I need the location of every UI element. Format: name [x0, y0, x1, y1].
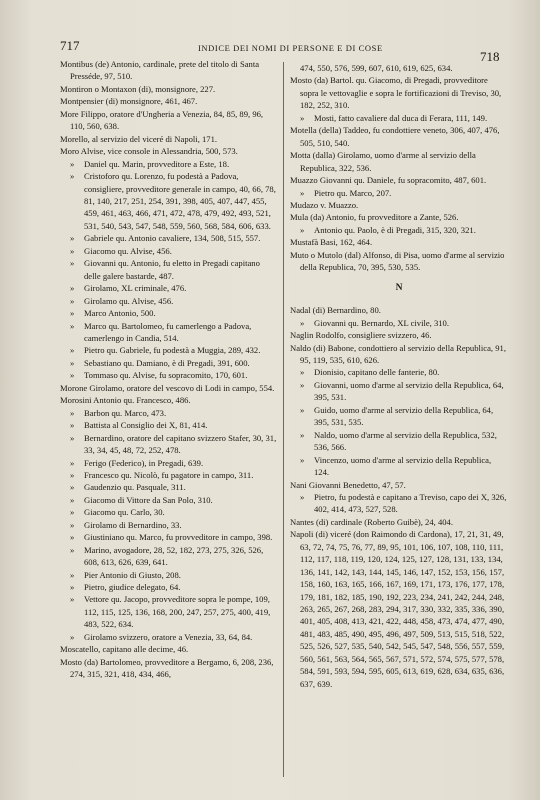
index-entry: Moscatello, capitano alle decime, 46.	[60, 644, 189, 655]
index-subentry: » Giovanni qu. Bernardo, XL civile, 310.	[290, 317, 508, 329]
index-subentry: » Giovanni qu. Antonio, fu eletto in Pregadi capitano delle galere bastarde, 487.	[60, 257, 278, 282]
index-entry: Mosto (da) Bartolomeo, provveditore a Bergamo, 6, 208, 236, 274, 315, 321, 418, 434, 466,	[60, 656, 274, 680]
index-subentry: » Bernardino, oratore del capitano svizzero Stafer, 30, 31, 33, 34, 45, 48, 72, 252, 478.	[60, 432, 278, 457]
index-subentry: » Dionisio, capitano delle fanterie, 80.	[290, 366, 508, 378]
index-subentry: » Pietro qu. Gabriele, fu podestà a Muggia, 289, 432.	[60, 344, 278, 356]
left-page-number: 717	[60, 38, 80, 53]
index-entry: Naglin Rodolfo, consigliere svizzero, 46.	[290, 330, 432, 341]
index-entry: Montibus (de) Antonio, cardinale, prete del titolo di Santa Presséde, 97, 510.	[60, 59, 260, 82]
index-subentry: » Sebastiano qu. Damiano, è di Pregadi, 391, 600.	[60, 357, 278, 369]
index-subentry: » Battista al Consiglio dei X, 81, 414.	[60, 419, 278, 431]
right-page-number: 718	[480, 49, 500, 64]
index-entry: Nani Giovanni Benedetto, 47, 57.	[290, 479, 406, 490]
index-entry: Mudazo v. Muazzo.	[290, 199, 359, 210]
index-subentry: » Pietro, giudice delegato, 64.	[60, 581, 278, 593]
right-index-column	[290, 62, 508, 690]
index-subentry: » Gaudenzio qu. Pasquale, 311.	[60, 481, 278, 493]
index-subentry: » Giacomo qu. Carlo, 30.	[60, 506, 278, 518]
index-subentry: » Girolamo qu. Alvise, 456.	[60, 295, 278, 307]
index-entry: Morello, al servizio del viceré di Napoli, 171.	[60, 133, 218, 144]
index-subentry: » Guido, uomo d'arme al servizio della Republica, 64, 395, 531, 535.	[290, 404, 508, 429]
index-entry: Napoli (di) viceré (don Raimondo di Cardona), 17, 21, 31, 49, 63, 72, 74, 75, 76, 77, 89, 95, 101, 106, 107, 108, 110, 111, 112, 117, 118, 119, 120, 124, 125, 127, 128, 131, 133, 134, 136, 141, 142, 143, 144, 145, 146, 147, 152, 153, 156, 157, 158, 160, 163, 165, 166, 167, 169, 171, 173, 176, 177, 178, 179, 181, 182, 185, 190, 192, 223, 234, 241, 242, 244, 248, 263, 265, 267, 268, 283, 294, 317, 330, 332, 335, 336, 390, 401, 405, 408, 413, 421, 422, 448, 458, 473, 474, 477, 490, 481, 483, 485, 490, 495, 496, 497, 509, 513, 515, 518, 522, 525, 526, 527, 535, 540, 542, 545, 547, 548, 556, 557, 559, 560, 561, 563, 564, 565, 567, 571, 572, 574, 575, 577, 578, 584, 591, 593, 594, 595, 605, 613, 619, 628, 634, 635, 636, 637, 639.	[290, 529, 505, 689]
index-subentry: » Giacomo qu. Alvise, 456.	[60, 245, 278, 257]
index-entry: More Filippo, oratore d'Ungheria a Venezia, 84, 85, 89, 96, 110, 560, 638.	[60, 108, 264, 132]
section-letter: N	[395, 282, 403, 293]
index-subentry: » Tommaso qu. Alvise, fu sopracomito, 170, 601.	[60, 369, 278, 381]
index-entry: Montpensier (di) monsignore, 461, 467.	[60, 96, 198, 107]
index-subentry: » Vincenzo, uomo d'arme al servizio della Republica, 124.	[290, 454, 508, 479]
index-subentry: » Francesco qu. Nicolò, fu pagatore in campo, 311.	[60, 469, 278, 481]
index-subentry: » Marco qu. Bartolomeo, fu camerlengo a Padova, camerlengo in Candia, 514.	[60, 320, 278, 345]
index-subentry: » Giustiniano qu. Marco, fu provveditore in campo, 398.	[60, 531, 278, 543]
index-entry: Muazzo Giovanni qu. Daniele, fu sopracomito, 487, 601.	[290, 175, 487, 186]
index-subentry: » Marco Antonio, 500.	[60, 307, 278, 319]
index-entry: Motta (dalla) Girolamo, uomo d'arme al servizio della Republica, 322, 536.	[290, 150, 476, 173]
index-subentry: » Cristoforo qu. Lorenzo, fu podestà a Padova, consigliere, provveditore generale in campo, 40, 66, 78, 81, 140, 217, 251, 254, 391, 398, 405, 407, 447, 455, 459, 461, 463, 466, 471, 472, 478, 479, 492, 493, 521, 531, 540, 543, 547, 548, 559, 560, 568, 584, 606, 633.	[60, 170, 278, 232]
index-entry: Mustafà Basi, 162, 464.	[290, 237, 373, 248]
index-subentry: » Pier Antonio di Giusto, 208.	[60, 569, 278, 581]
index-entry: Motella (della) Taddeo, fu condottiere veneto, 306, 407, 476, 505, 510, 540.	[290, 125, 500, 148]
index-subentry: » Pietro, fu podestà e capitano a Treviso, capo dei X, 326, 402, 414, 473, 527, 528.	[290, 491, 508, 516]
index-subentry: » Marino, avogadore, 28, 52, 182, 273, 275, 326, 526, 608, 613, 626, 639, 641.	[60, 544, 278, 569]
index-entry: Moro Alvise, vice console in Alessandria, 500, 573.	[60, 146, 238, 157]
index-subentry: » Mosti, fatto cavaliere dal duca di Ferara, 111, 149.	[290, 112, 508, 124]
column-divider	[283, 62, 284, 777]
index-subentry: » Girolamo, XL criminale, 476.	[60, 282, 278, 294]
index-entry: Mosto (da) Bartol. qu. Giacomo, di Pregadi, provveditore sopra le vettovaglie e sopra le fortificazioni di Treviso, 30, 182, 252, 310.	[290, 75, 502, 111]
index-entry: Mula (da) Antonio, fu provveditore a Zante, 526.	[290, 212, 459, 223]
index-entry: Naldo (di) Babone, condottiero al servizio della Republica, 91, 95, 119, 535, 610, 626.	[290, 342, 506, 365]
index-subentry: » Antonio qu. Paolo, è di Pregadi, 315, 320, 321.	[290, 224, 508, 236]
left-index-column	[60, 58, 278, 681]
running-title: INDICE DEI NOMI DI PERSONE E DI COSE	[198, 43, 383, 53]
right-column-entries-n	[290, 304, 508, 690]
right-column-entries-m	[290, 62, 508, 274]
index-entry: 474, 550, 576, 599, 607, 610, 619, 625, 634.	[300, 63, 453, 73]
index-entry: Montiron o Montaxon (di), monsignore, 227.	[60, 83, 216, 94]
index-subentry: » Pietro qu. Marco, 207.	[290, 187, 508, 199]
index-subentry: » Girolamo svizzero, oratore a Venezia, 33, 64, 84.	[60, 631, 278, 643]
index-subentry: » Daniel qu. Marin, provveditore a Este, 18.	[60, 158, 278, 170]
index-subentry: » Girolamo di Bernardino, 33.	[60, 519, 278, 531]
index-entry: Nantes (di) cardinale (Roberto Guibè), 24, 404.	[290, 516, 453, 527]
index-subentry: » Ferigo (Federico), in Pregadi, 639.	[60, 457, 278, 469]
index-entry: Muto o Mutolo (dal) Alfonso, di Pisa, uomo d'arme al servizio della Republica, 70, 395, 530, 535.	[290, 249, 505, 273]
index-subentry: » Giacomo di Vittore da San Polo, 310.	[60, 494, 278, 506]
index-subentry: » Naldo, uomo d'arme al servizio della Republica, 532, 536, 566.	[290, 429, 508, 454]
index-entry: Nadal (di) Bernardino, 80.	[290, 305, 381, 316]
index-entry: Morosini Antonio qu. Francesco, 486.	[60, 395, 191, 406]
index-subentry: » Vettore qu. Jacopo, provveditore sopra le pompe, 109, 112, 115, 125, 136, 168, 200, 247, 257, 275, 400, 419, 483, 522, 634.	[60, 593, 278, 630]
index-subentry: » Giovanni, uomo d'arme al servizio della Republica, 64, 395, 531.	[290, 379, 508, 404]
index-entry: Morone Girolamo, oratore del vescovo di Lodi in campo, 554.	[60, 382, 275, 393]
index-subentry: » Barbon qu. Marco, 473.	[60, 407, 278, 419]
index-subentry: » Gabriele qu. Antonio cavaliere, 134, 508, 515, 557.	[60, 232, 278, 244]
